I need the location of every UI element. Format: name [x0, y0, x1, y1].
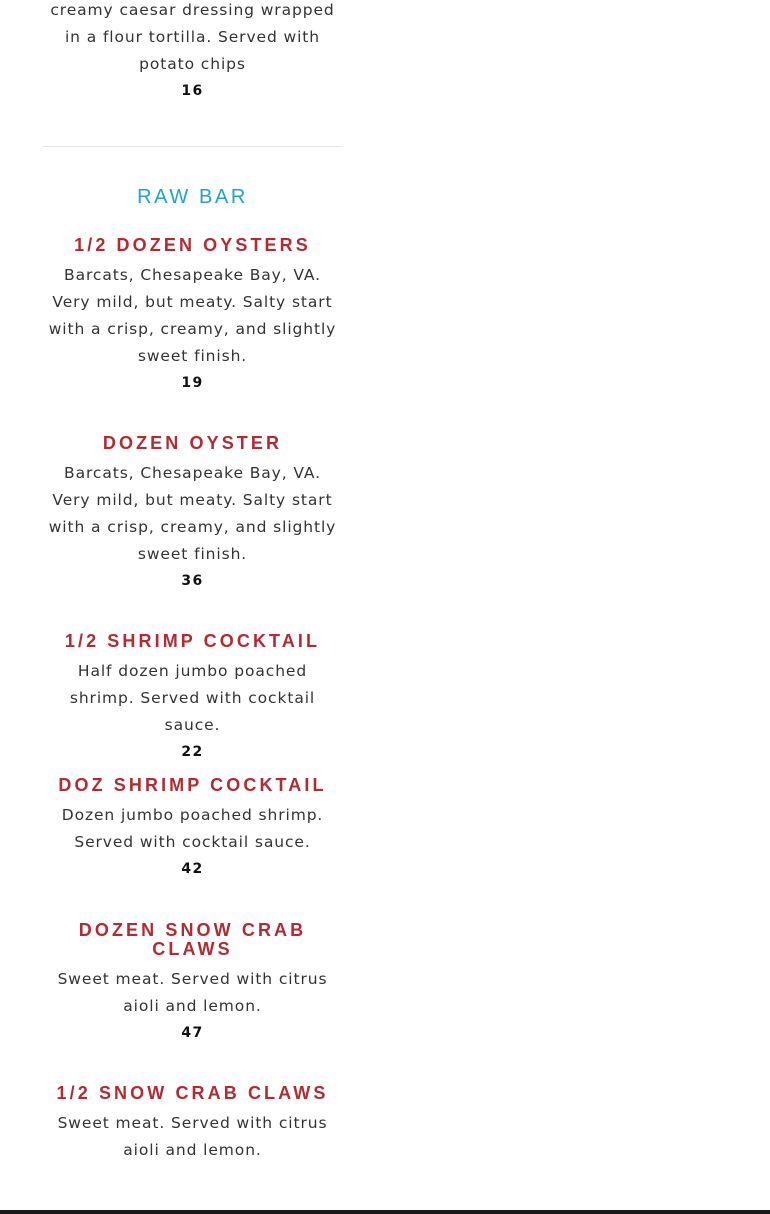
menu-item-description: Barcats, Chesapeake Bay, VA. Very mild, but meaty. Salty start with a crisp, creamy, and slightly sweet finish. — [48, 266, 337, 365]
menu-item-half-snow-crab-claws — [43, 1083, 342, 1164]
menu-item-name: 1/2 SHRIMP COCKTAIL — [64, 631, 321, 651]
menu-column — [43, 0, 342, 1164]
menu-item-name: DOZ SHRIMP COCKTAIL — [58, 775, 327, 795]
menu-item-dozen-snow-crab-claws — [43, 920, 342, 1083]
menu-item-name: 1/2 SNOW CRAB CLAWS — [56, 1083, 329, 1103]
menu-item-price: 47 — [181, 1025, 204, 1041]
menu-item-description: Barcats, Chesapeake Bay, VA. Very mild, but meaty. Salty start with a crisp, creamy, and slightly sweet finish. — [48, 464, 337, 563]
menu-item-description: Half dozen jumbo poached shrimp. Served with cocktail sauce. — [69, 662, 316, 734]
menu-item-half-shrimp-cocktail — [43, 631, 342, 775]
previous-menu-item — [43, 0, 342, 147]
footer-divider — [0, 1210, 770, 1214]
menu-item-doz-shrimp-cocktail — [43, 775, 342, 920]
menu-item-name: DOZEN SNOW CRAB CLAWS — [78, 920, 307, 959]
menu-item-description: Dozen jumbo poached shrimp. Served with cocktail sauce. — [61, 806, 324, 851]
section-title-raw-bar: RAW BAR — [137, 186, 248, 208]
menu-item-price: 22 — [181, 744, 204, 760]
menu-item-name: 1/2 DOZEN OYSTERS — [74, 235, 311, 255]
menu-item-dozen-oyster — [43, 433, 342, 631]
menu-item-price: 42 — [181, 861, 204, 877]
menu-item-half-dozen-oysters — [43, 235, 342, 433]
previous-item-description-block — [43, 0, 342, 105]
previous-item-description: creamy caesar dressing wrapped in a flour tortilla. Served with potato chips — [50, 1, 335, 73]
menu-item-description: Sweet meat. Served with citrus aioli and lemon. — [57, 970, 328, 1015]
previous-item-price: 16 — [181, 83, 204, 99]
menu-item-price: 36 — [181, 573, 204, 589]
menu-item-name: DOZEN OYSTER — [102, 433, 283, 453]
menu-item-description: Sweet meat. Served with citrus aioli and lemon. — [57, 1114, 328, 1159]
menu-item-price: 19 — [181, 375, 204, 391]
